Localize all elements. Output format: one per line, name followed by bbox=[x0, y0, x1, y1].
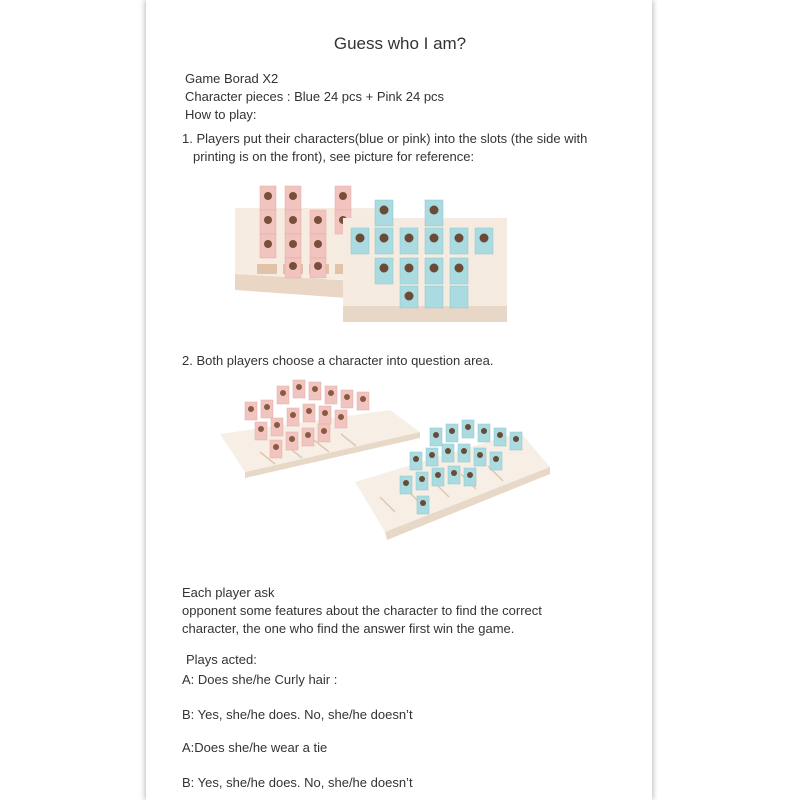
blue-board bbox=[343, 200, 507, 322]
dialogue-a2: A:Does she/he wear a tie bbox=[182, 740, 328, 755]
pink-board-angled bbox=[220, 380, 420, 478]
page-title: Guess who I am? bbox=[333, 34, 467, 53]
step-2-text: 2. Both players choose a character into question area. bbox=[182, 353, 494, 368]
dialogue-b2: B: Yes, she/he does. No, she/he doesn’t bbox=[182, 775, 413, 790]
dialogue-heading: Plays acted: bbox=[186, 652, 257, 667]
question-area-illustration bbox=[215, 372, 555, 548]
pieces-spec: Character pieces : Blue 24 pcs + Pink 24 pcs bbox=[185, 89, 445, 104]
step-1-text: 1. Players put their characters(blue or pink) into the slots (the side with bbox=[182, 131, 588, 146]
explanation-line-1: Each player ask bbox=[182, 585, 275, 600]
dialogue-a1: A: Does she/he Curly hair : bbox=[182, 672, 338, 687]
step-1-text-cont: printing is on the front), see picture for reference: bbox=[193, 149, 475, 164]
board-spec: Game Borad X2 bbox=[185, 71, 279, 86]
how-to-play-heading: How to play: bbox=[185, 107, 257, 122]
explanation-line-2: opponent some features about the character to find the correct bbox=[182, 603, 542, 618]
boards-setup-illustration bbox=[225, 178, 525, 328]
dialogue-b1: B: Yes, she/he does. No, she/he doesn’t bbox=[182, 707, 413, 722]
explanation-line-3: character, the one who find the answer first win the game. bbox=[182, 621, 515, 636]
